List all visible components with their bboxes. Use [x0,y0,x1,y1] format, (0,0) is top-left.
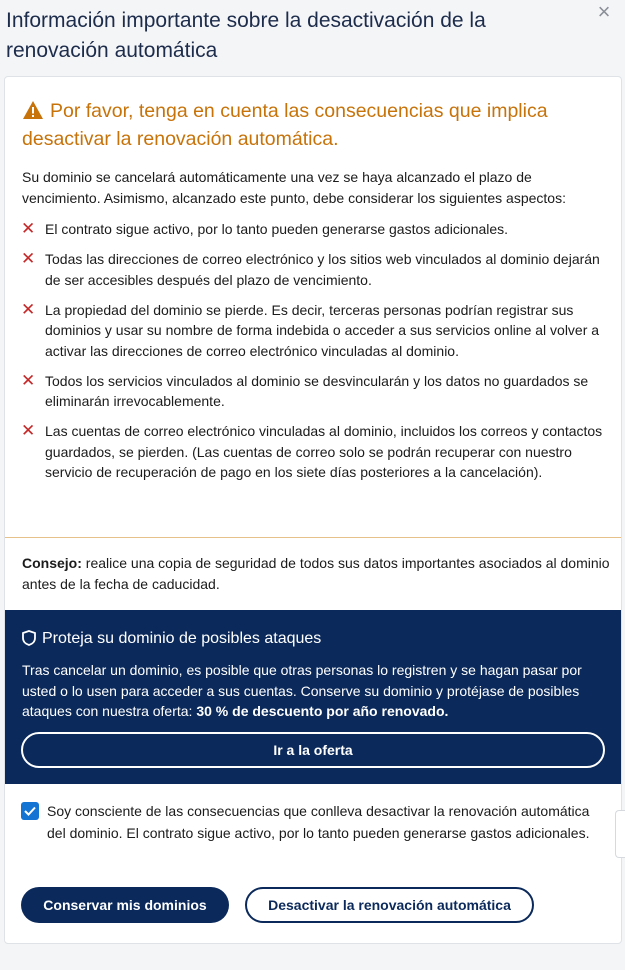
close-button[interactable] [593,2,615,24]
dialog-title: Información importante sobre la desactivación de la renovación automática [6,9,486,62]
cross-icon: ✕ [21,249,36,268]
list-item-text: La propiedad del dominio se pierde. Es decir, terceras personas podrían registrar sus dominios y usar su nombre de forma indebida o acceder a sus servicios online al volver a activar las direcciones de correo electrónico vinculadas al dominio. [45,301,600,359]
cross-icon: ✕ [21,421,36,440]
protect-panel [5,610,621,784]
protect-description [22,660,602,722]
list-item-text: El contrato sigue activo, por lo tanto pueden generarse gastos adicionales. [45,221,509,237]
protect-body: Tras cancelar un dominio, es posible que otras personas lo registren y se hagan pasar por usted o lo usen para acceder a sus cuentas. Conserve su dominio y protéjase de posibles ataques con nuestra oferta: [22,662,582,719]
warning-icon [22,100,44,120]
shield-icon [22,630,36,646]
list-item [21,300,611,362]
list-item-text: Todos los servicios vinculados al dominio se desvincularán y los datos no guardados se eliminarán irrevocablemente. [45,372,589,409]
list-item-text: Todas las direcciones de correo electrónico y los sitios web vinculados al dominio dejarán de ser accesibles después del plazo de vencimiento. [45,251,600,288]
consent-row [21,800,611,844]
checkmark-icon [24,806,36,816]
keep-domains-button[interactable]: Conservar mis dominios [21,887,229,923]
list-item [21,249,611,290]
close-icon: × [597,0,611,24]
deactivate-renewal-button[interactable]: Desactivar la renovación automática [245,887,534,923]
cross-icon: ✕ [21,219,36,238]
list-item [21,371,611,412]
protect-after: . [444,703,449,719]
consequences-list [21,219,611,492]
cross-icon: ✕ [21,370,36,390]
protect-highlight: 30 % de descuento por año renovado [196,703,445,719]
consent-label: Soy consciente de las consecuencias que conlleva desactivar la renovación automática del dominio. El contrato sigue activo, por lo tanto pueden generarse gastos adicionales. [47,803,590,841]
protect-title [22,628,321,650]
list-item-text: Las cuentas de correo electrónico vinculadas al dominio, incluidos los correos y contactos guardados, se pierden. (Las cuentas de correo solo se podrán recuperar con nuestro servicio de recuperación de pago en los siete días posteriores a la cancelación). [45,423,603,480]
warning-intro: Su dominio se cancelará automáticamente una vez se haya alcanzado el plazo de vencimiento. Asimismo, alcanzado este punto, debe considerar los siguientes aspectos: [22,169,566,206]
warning-heading-text: Por favor, tenga en cuenta las consecuencias que implica desactivar la renovación automática. [22,100,548,150]
tip-label: Consejo: [22,555,82,571]
tip-body: realice una copia de seguridad de todos sus datos importantes asociados al dominio antes de la fecha de caducidad. [22,555,610,592]
dialog-card [4,76,622,944]
go-to-offer-button[interactable]: Ir a la oferta [21,732,605,768]
list-item [21,421,611,483]
divider [5,537,621,538]
list-item [21,219,611,240]
cross-icon: ✕ [21,299,36,319]
consent-checkbox[interactable] [21,802,39,820]
feedback-side-tab[interactable] [615,810,625,858]
protect-title-text: Proteja su dominio de posibles ataques [42,630,322,647]
tip-text [22,553,612,594]
warning-heading [22,97,602,153]
